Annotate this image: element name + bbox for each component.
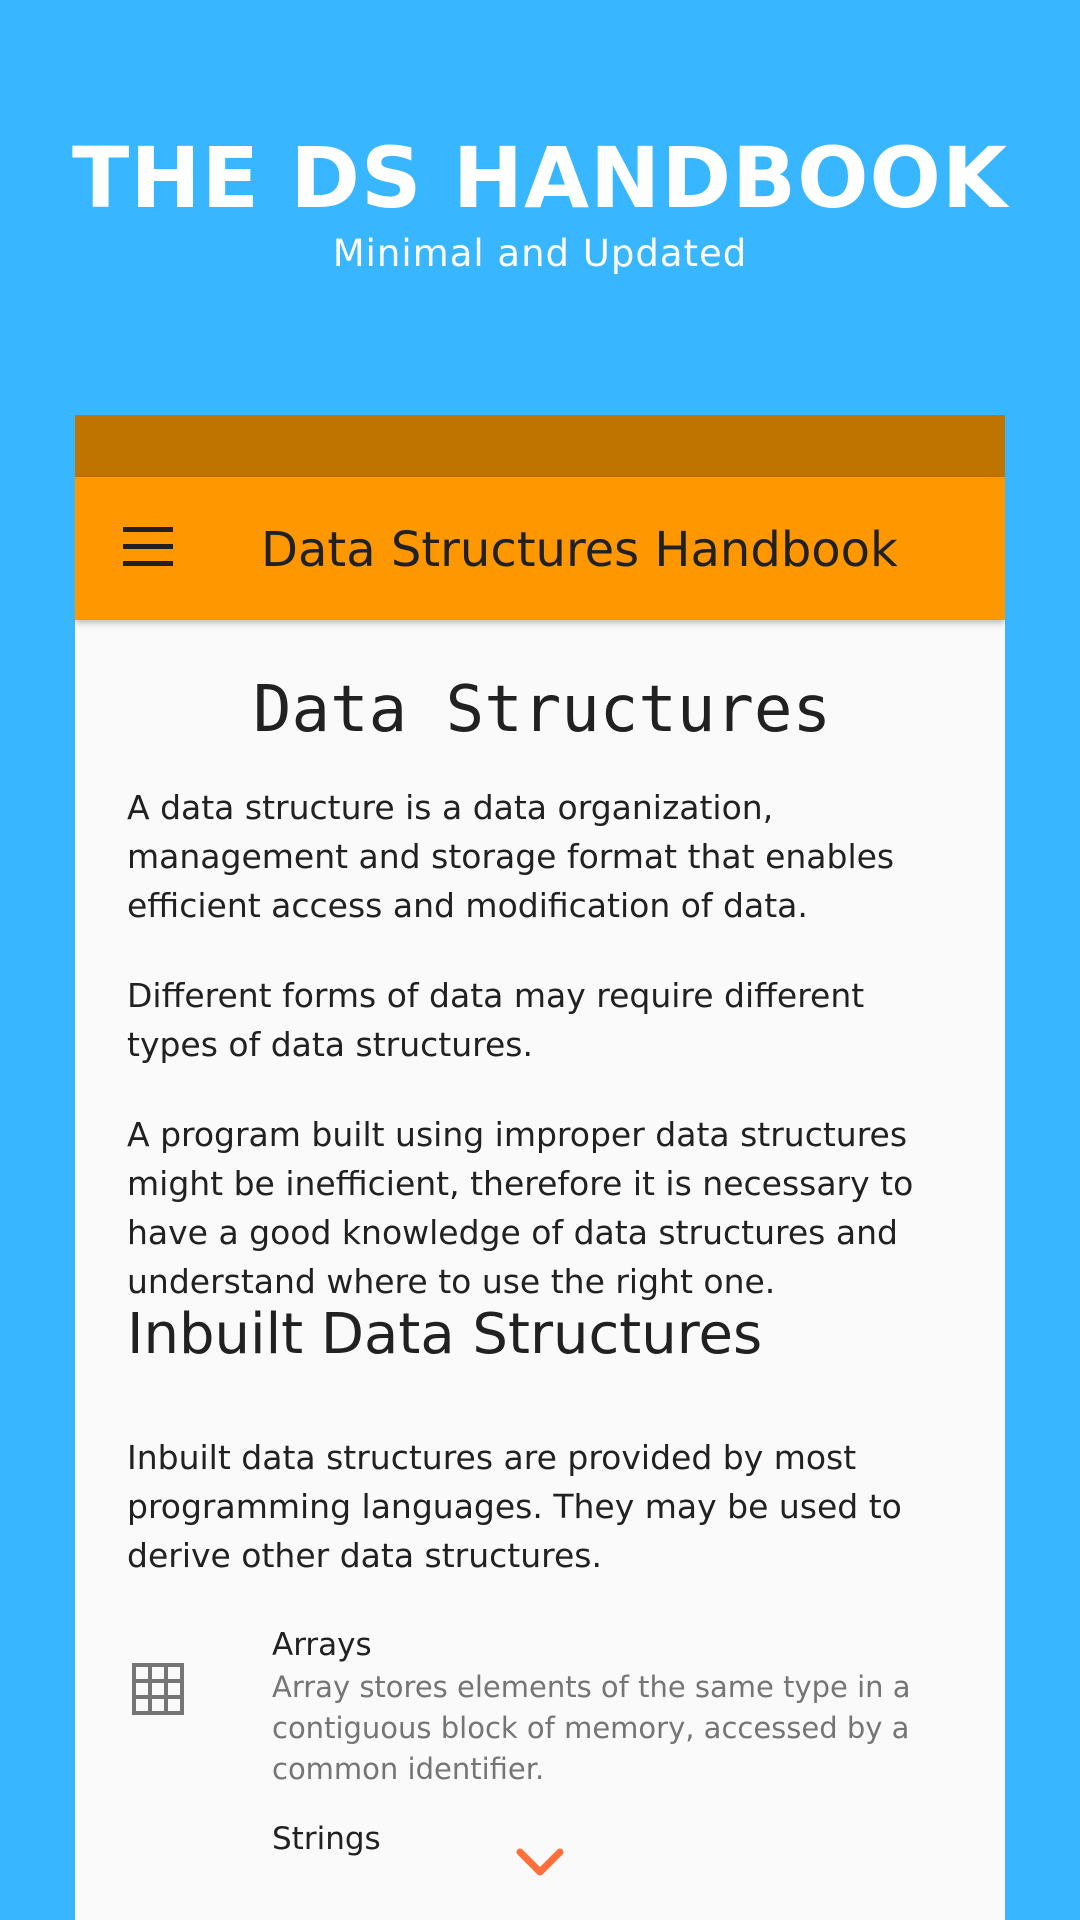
grid-icon: [132, 1663, 184, 1715]
status-bar: [75, 415, 1005, 477]
list-item-title: Arrays: [272, 1627, 372, 1663]
hero-subtitle: Minimal and Updated: [332, 232, 748, 275]
paragraph-forms: Different forms of data may require different types of data structures.: [127, 976, 865, 1064]
paragraph-definition: A data structure is a data organization, management and storage format that enables efficient access and modification of data.: [127, 788, 895, 925]
section-intro: Inbuilt data structures are provided by most programming languages. They may be used to derive other data structures.: [127, 1438, 902, 1575]
app-bar-title: Data Structures Handbook: [261, 522, 898, 578]
section-heading: Inbuilt Data Structures: [127, 1302, 763, 1367]
page-heading: Data Structures: [253, 673, 831, 747]
list-item-description: Array stores elements of the same type in a contiguous block of memory, accessed by a common identifier.: [272, 1670, 911, 1786]
list-item-title: Strings: [272, 1821, 381, 1857]
paragraph-program: A program built using improper data structures might be inefficient, therefore it is necessary to have a good knowledge of data structures and understand where to use the right one.: [127, 1115, 914, 1301]
hamburger-menu-icon[interactable]: [123, 527, 173, 567]
phone-screen: [75, 415, 1005, 1920]
hero-title: THE DS HANDBOOK: [72, 129, 1008, 227]
chevron-down-icon[interactable]: [515, 1845, 565, 1879]
app-bar: [75, 477, 1005, 620]
